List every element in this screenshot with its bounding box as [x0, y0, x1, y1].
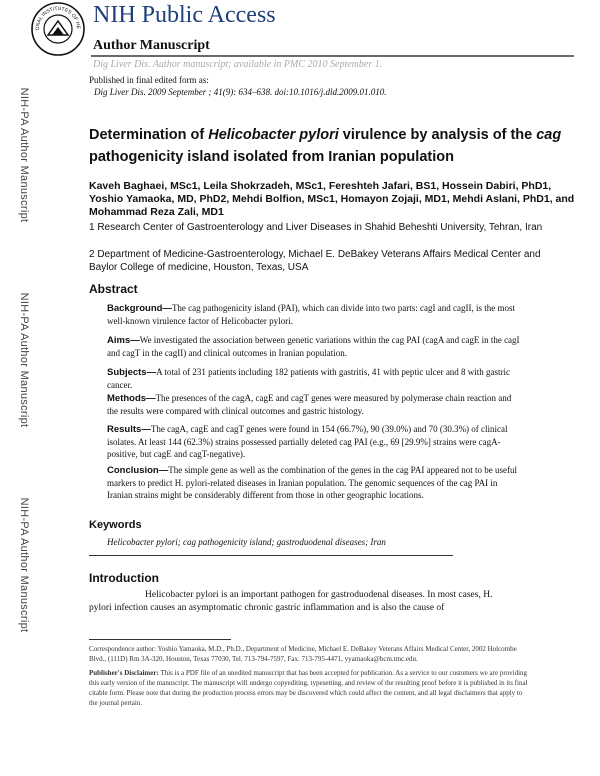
- logo-text: ONAL INSTITUTES OF HE: [34, 5, 82, 31]
- introduction-text: Helicobacter pylori is an important pathogen for gastroduodenal diseases. In most cases, H. pylori infection causes an asymptomatic chronic gastric inflammation and is also the cause of: [89, 590, 493, 613]
- availability-line: Dig Liver Dis. Author manuscript; available in PMC 2010 September 1.: [93, 59, 383, 70]
- publisher-disclaimer: Publisher's Disclaimer: This is a PDF file of an unedited manuscript that has been accepted for publication. As a service to our customers we are providing this early version of the manuscript. The manuscript will undergo copyediting, typesetting, and review of the resulting proof before it is published in its final citable form. Please note that during the production process errors may be discovered which could affect the content, and all legal disclaimers that apply to the journal pertain.: [89, 669, 528, 707]
- abstract-aims: Aims—We investigated the association between genetic variations within the cag PAI (cagA and cagE in the cagI and cagT in the cagII) and clinical outcomes in Iranian population.: [107, 335, 520, 358]
- citation-line: Dig Liver Dis. 2009 September ; 41(9): 634–638. doi:10.1016/j.dld.2009.01.010.: [94, 87, 387, 97]
- header-divider: [91, 55, 574, 57]
- abstract-background: Background—The cag pathogenicity island (PAI), which can divide into two parts: cagI and cagII, is the most well-known virulence factor of Helicobacter pylori.: [107, 303, 516, 326]
- article-title: Determination of Helicobacter pylori virulence by analysis of the cag pathogenicity island isolated from Iranian population: [89, 127, 562, 165]
- sidebar-label-1: NIH-PA Author Manuscript: [18, 87, 30, 223]
- published-line: Published in final edited form as:: [89, 75, 209, 85]
- abstract-heading: Abstract: [89, 282, 138, 296]
- footnote-divider: [89, 639, 231, 640]
- correspondence-footnote: Correspondence author: Yoshio Yamaoka, M.D., Ph.D., Department of Medicine, Michael E. DeBakey Veterans Affairs Medical Center, 2002 Holcombe Blvd., (111D) Rm 3A-320, Houston, Texas 77030, Tel. 713-794-7597, Fax. 713-795-4471, yyamaoka@bcm.tmc.edu.: [89, 645, 517, 663]
- keywords-divider: [89, 555, 453, 556]
- affiliation-1: 1 Research Center of Gastroenterology and Liver Diseases in Shahid Beheshti University, Tehran, Iran: [89, 222, 543, 233]
- abstract-results: Results—The cagA, cagE and cagT genes were found in 154 (66.7%), 90 (39.0%) and 70 (30.3%) of clinical isolates. At least 144 (62.3%) strains possessed partially deleted cag PAI (e.g., 69 [29.9%] strains were cagA-positive, but cagE and cagT-negative).: [107, 424, 508, 459]
- keywords-heading: Keywords: [89, 519, 142, 531]
- nih-logo: [30, 1, 86, 57]
- abstract-methods: Methods—The presences of the cagA, cagE and cagT genes were measured by polymerase chain reaction and the results were compared with clinical outcomes and gastric histology.: [107, 393, 512, 416]
- keywords-text: Helicobacter pylori; cag pathogenicity island; gastroduodenal diseases; Iran: [107, 537, 386, 547]
- introduction-heading: Introduction: [89, 571, 159, 585]
- affiliation-2: 2 Department of Medicine-Gastroenterology, Michael E. DeBakey Veterans Affairs Medical Center and Baylor College of medicine, Houston, Texas, USA: [89, 249, 541, 273]
- header-subtitle: Author Manuscript: [93, 38, 210, 53]
- author-list: Kaveh Baghaei, MSc1, Leila Shokrzadeh, MSc1, Fereshteh Jafari, BS1, Hossein Dabiri, PhD1, Yoshio Yamaoka, MD, PhD2, Mehdi Bolfion, MSc1, Homayon Zojaji, MD1, Mehdi Aslani, PhD1, and Mohammad Reza Zali, MD1: [89, 180, 575, 218]
- sidebar-label-3: NIH-PA Author Manuscript: [18, 497, 30, 633]
- abstract-conclusion: Conclusion—The simple gene as well as the combination of the genes in the cag PAI appeared not to be useful markers to predict H. pylori-related diseases in Iranian population. The genomic sequences of the cag PAI in Iranian strains might be considerably different from those in other geographic locations.: [107, 465, 518, 500]
- header-title: NIH Public Access: [93, 2, 276, 28]
- abstract-subjects: Subjects—A total of 231 patients including 182 patients with gastritis, 41 with peptic ulcer and 8 with gastric cancer.: [107, 367, 511, 390]
- sidebar-label-2: NIH-PA Author Manuscript: [18, 292, 30, 428]
